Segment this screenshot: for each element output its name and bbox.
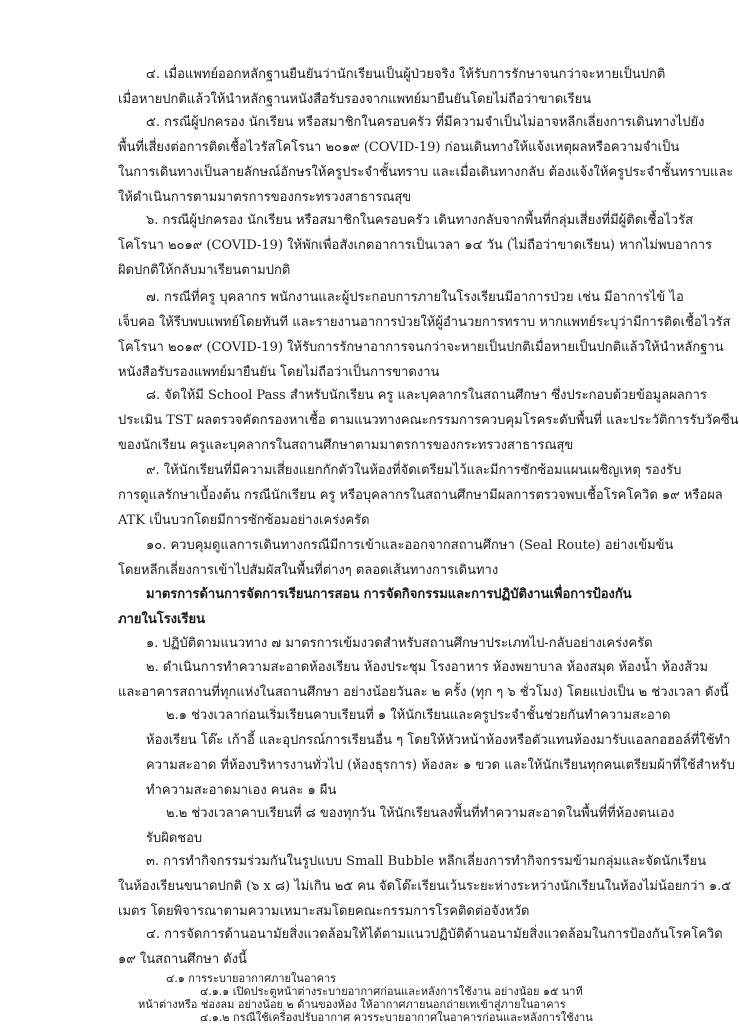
paragraph-line: ๔. การจัดการด้านอนามัยสิ่งแวดล้อมให้ได้ตามแนวปฏิบัติด้านอนามัยสิ่งแวดล้อมในการป้องกันโรคโควิด [146,927,723,942]
subsection-4-1 [118,972,658,1024]
paragraph-s1 [118,631,658,656]
paragraph-p10 [118,533,674,583]
section-heading-line: ภายในโรงเรียน [118,612,205,627]
subsection-line: หน้าต่างหรือ ช่องลม อย่างน้อย ๒ ด้านของห้อง ให้อากาศภายนอกถ่ายเทเข้าสู่ภายในอาคาร [138,998,566,1011]
paragraph-line: โดยหลีกเลี่ยงการเข้าไปสัมผัสในพื้นที่ต่างๆ ตลอดเส้นทางการเดินทาง [118,563,499,578]
paragraph-s3 [118,849,732,924]
paragraph-p7 [118,285,731,385]
paragraph-line: โคโรนา ๒๐๑๙ (COVID-19) ให้รับการรักษาอาการจนกว่าจะหายเป็นปกติเมื่อหายเป็นปกติแล้วให้นำหลักฐาน [118,340,724,355]
paragraph-line: ในห้องเรียนขนาดปกติ (๖ x ๘) ไม่เกิน ๒๕ คน จัดโต๊ะเรียนเว้นระยะห่างระหว่างนักเรียนในห้องไม่น้อยกว่า ๑.๕ [118,879,732,894]
paragraph-line: ประเมิน TST ผลตรวจคัดกรองหาเชื้อ ตามแนวทางคณะกรรมการควบคุมโรคระดับพื้นที่ และประวัติการรับวัคซีน [118,413,739,428]
paragraph-heading [118,582,658,632]
paragraph-s21 [118,703,735,803]
paragraph-p4 [118,62,666,112]
paragraph-line: และอาคารสถานที่ทุกแห่งในสถานศึกษา อย่างน้อยวันละ ๒ ครั้ง (ทุก ๆ ๖ ชั่วโมง) โดยแบ่งเป็น ๒ ช่วงเวลา ดังนี้ [118,685,729,700]
paragraph-line: ๔. เมื่อแพทย์ออกหลักฐานยืนยันว่านักเรียนเป็นผู้ป่วยจริง ให้รับการรักษาจนกว่าจะหายเป็นปกติ [146,67,666,82]
paragraph-line: ๒.๑ ช่วงเวลาก่อนเริ่มเรียนคาบเรียนที่ ๑ ให้นักเรียนและครูประจำชั้นช่วยกันทำความสะอาด [166,708,671,723]
paragraph-p5 [118,110,734,210]
paragraph-line: ความสะอาด ที่ห้องบริหารงานทั่วไป (ห้องธุรการ) ห้องละ ๑ ขวด และให้นักเรียนทุกคนเตรียมผ้าที่ใช้สำหรับ [146,758,735,773]
paragraph-s4 [118,922,723,972]
paragraph-line: เมตร โดยพิจารณาตามความเหมาะสมโดยคณะกรรมการโรคติดต่อจังหวัด [118,904,530,919]
paragraph-line: ในการเดินทางเป็นลายลักษณ์อักษรให้ครูประจำชั้นทราบ และเมื่อเดินทางกลับ ต้องแจ้งให้ครูประจำชั้นทราบและ [118,165,734,180]
paragraph-p9 [118,458,723,533]
paragraph-line: ของนักเรียน ครูและบุคลากรในสถานศึกษาตามมาตรการของกระทรวงสาธารณสุข [118,438,574,453]
paragraph-line: เจ็บคอ ให้รีบพบแพทย์โดยทันที และรายงานอาการป่วยให้ผู้อำนวยการทราบ หากแพทย์ระบุว่ามีการติดเชื้อไวรัส [118,315,731,330]
paragraph-line: ๖. กรณีผู้ปกครอง นักเรียน หรือสมาชิกในครอบครัว เดินทางกลับจากพื้นที่กลุ่มเสี่ยงที่มีผู้ติดเชื้อไวรัส [146,213,694,228]
paragraph-line: พื้นที่เสี่ยงต่อการติดเชื้อไวรัสโคโรนา ๒๐๑๙ (COVID-19) ก่อนเดินทางให้แจ้งเหตุผลหรือความจำเป็น [118,140,680,155]
paragraph-line: การดูแลรักษาเบื้องต้น กรณีนักเรียน ครู หรือบุคลากรในสถานศึกษามีผลการตรวจพบเชื้อโรคโควิด ๑๙ หรือผล [118,488,723,503]
paragraph-line: หนังสือรับรองแพทย์มายืนยัน โดยไม่ถือว่าเป็นการขาดงาน [118,365,440,380]
paragraph-line: ๙. ให้นักเรียนที่มีความเสี่ยงแยกกักตัวในห้องที่จัดเตรียมไว้และมีการซักซ้อมแผนเผชิญเหตุ รองรับ [146,463,682,478]
paragraph-line: ๑๙ ในสถานศึกษา ดังนี้ [118,952,247,967]
paragraph-line: รับผิดชอบ [146,831,203,846]
section-heading-line: มาตรการด้านการจัดการเรียนการสอน การจัดกิจกรรมและการปฏิบัติงานเพื่อการป้องกัน [146,587,632,602]
paragraph-line: ATK เป็นบวกโดยมีการซักซ้อมอย่างเคร่งครัด [118,513,370,528]
paragraph-p6 [118,208,713,283]
paragraph-line: ทำความสะอาดมาเอง คนละ ๑ ผืน [146,783,337,798]
paragraph-p8 [118,383,739,458]
paragraph-line: ๒. ดำเนินการทำความสะอาดห้องเรียน ห้องประชุม โรงอาหาร ห้องพยาบาล ห้องสมุด ห้องน้ำ ห้องส้วม [146,660,709,675]
paragraph-line: ห้องเรียน โต๊ะ เก้าอี้ และอุปกรณ์การเรียนอื่น ๆ โดยให้หัวหน้าห้องหรือตัวแทนห้องมารับแอลกอฮอล์ที่ใช้ทำ [146,733,731,748]
subsection-line: ๔.๑ การระบายอากาศภายในอาคาร [166,972,337,985]
paragraph-s22 [118,801,675,851]
paragraph-s2 [118,655,729,705]
paragraph-line: ๑๐. ควบคุมดูแลการเดินทางกรณีมีการเข้าและออกจากสถานศึกษา (Seal Route) อย่างเข้มข้น [146,538,674,553]
paragraph-line: ๒.๒ ช่วงเวลาคาบเรียนที่ ๘ ของทุกวัน ให้นักเรียนลงพื้นที่ทำความสะอาดในพื้นที่ที่ห้องตนเอง [166,806,675,821]
paragraph-line: ๘. จัดให้มี School Pass สำหรับนักเรียน ครู และบุคลากรในสถานศึกษา ซึ่งประกอบด้วยข้อมูลผลการ [146,388,707,403]
paragraph-line: ๗. กรณีที่ครู บุคลากร พนักงานและผู้ประกอบการภายในโรงเรียนมีอาการป่วย เช่น มีอาการไข้ ไอ [146,290,684,305]
paragraph-line: ๓. การทำกิจกรรมร่วมกันในรูปแบบ Small Bubble หลีกเลี่ยงการทำกิจกรรมข้ามกลุ่มและจัดนักเรียน [146,854,707,869]
paragraph-line: ให้ดำเนินการตามมาตรการของกระทรวงสาธารณสุข [118,190,412,205]
paragraph-line: ผิดปกติให้กลับมาเรียนตามปกติ [118,263,291,278]
paragraph-line: ๕. กรณีผู้ปกครอง นักเรียน หรือสมาชิกในครอบครัว ที่มีความจำเป็นไม่อาจหลีกเลี่ยงการเดินทางไปยัง [146,115,705,130]
paragraph-line: โคโรนา ๒๐๑๙ (COVID-19) ให้พักเพื่อสังเกตอาการเป็นเวลา ๑๔ วัน (ไม่ถือว่าขาดเรียน) หากไม่พบอาการ [118,238,713,253]
subsection-line: ๔.๑.๑ เปิดประตูหน้าต่างระบายอากาศก่อนและหลังการใช้งาน อย่างน้อย ๑๕ นาที [200,985,583,998]
paragraph-line: เมื่อหายปกติแล้วให้นำหลักฐานหนังสือรับรองจากแพทย์มายืนยันโดยไม่ถือว่าขาดเรียน [118,92,592,107]
paragraph-line: ๑. ปฏิบัติตามแนวทาง ๗ มาตรการเข้มงวดสำหรับสถานศึกษาประเภทไป-กลับอย่างเคร่งครัด [146,636,653,651]
subsection-line: ๔.๑.๒ กรณีใช้เครื่องปรับอากาศ ควรระบายอากาศในอาคารก่อนและหลังการใช้งาน [200,1011,593,1024]
